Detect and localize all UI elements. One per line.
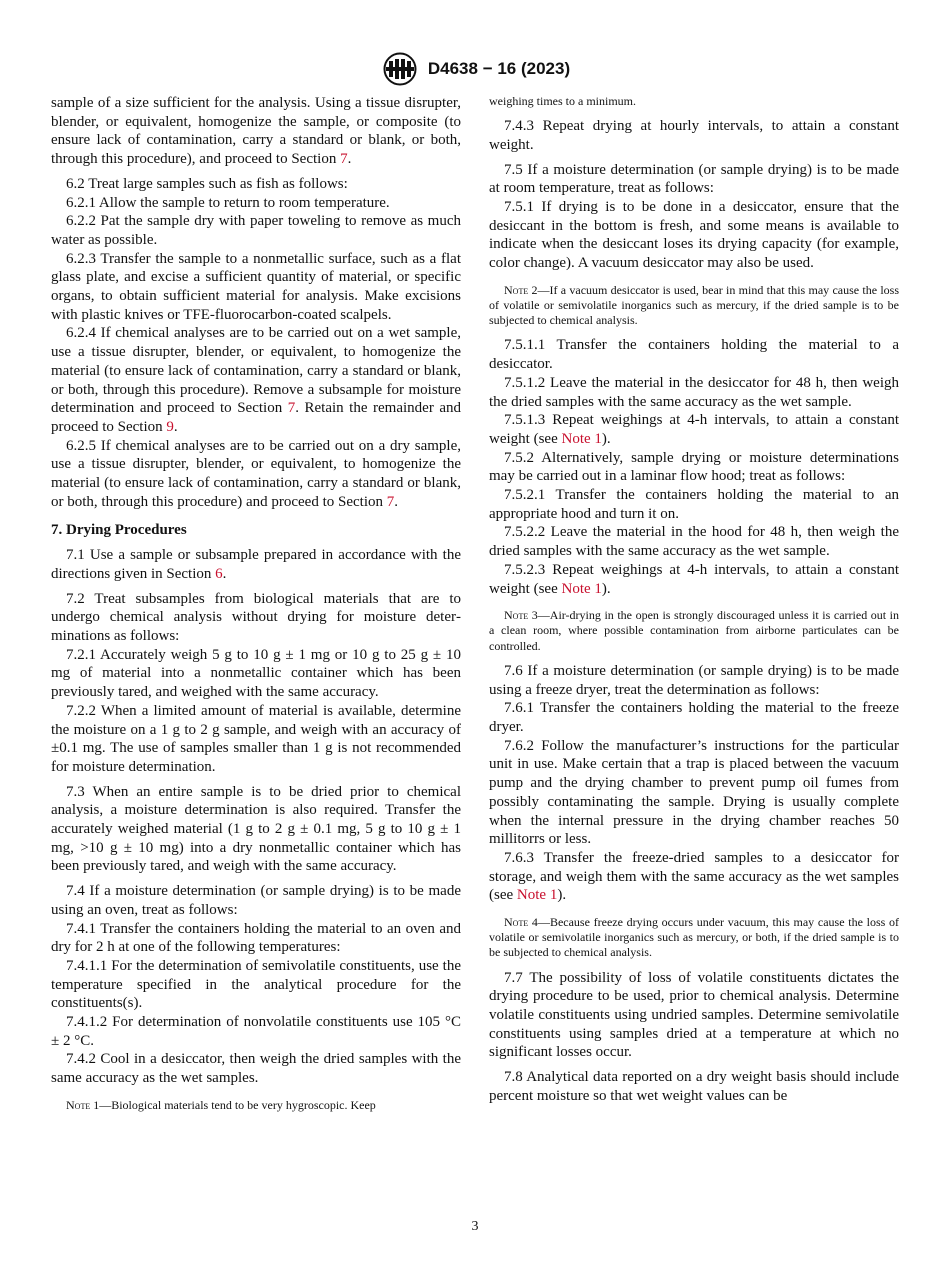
note-2: Note 2—If a vacuum desiccator is used, bear in mind that this may cause the loss of volatile or semivolatile inorganics such as mercury, if the dried sample is to be subjected to chemical analysis. xyxy=(489,282,899,328)
note-1-continued: weighing times to a minimum. xyxy=(489,94,636,108)
paragraph-7-5-2-2: 7.5.2.2 Leave the material in the hood for 48 h, then weigh the dried samples with the same accuracy as the wet sample. xyxy=(489,524,899,560)
paragraph-7-2: 7.2 Treat subsamples from biological materials that are to undergo chemical analysis without drying for moisture determinations as follows: xyxy=(51,590,461,644)
paragraph-7-5-1-2: 7.5.1.2 Leave the material in the desiccator for 48 h, then weigh the dried samples with the same accuracy as the wet sample. xyxy=(489,374,899,410)
paragraph-7-5-2-1: 7.5.2.1 Transfer the containers holding the material to an appropriate hood and turn it on. xyxy=(489,487,899,522)
note-1-label: Note 1 xyxy=(66,1097,100,1112)
section-7-link[interactable]: 7 xyxy=(340,151,348,168)
paragraph-7-1: 7.1 Use a sample or subsample prepared in accordance with the directions given in Section 6. xyxy=(51,547,461,582)
section-7-link[interactable]: 7 xyxy=(287,400,296,417)
paragraph-6-2-4: 6.2.4 If chemical analyses are to be carried out on a wet sample, use a tissue disrupter, blender, or equivalent, to homogenize the material (to ensure lack of contamination, carry a standard or blank, or both, through this procedure). Remove a subsample for moisture determination and proceed to Section 7. Retain the remainder and proceed to Section 9. xyxy=(51,325,462,435)
paragraph-7-5-1-3: 7.5.1.3 Repeat weighings at 4-h intervals, to attain a constant weight (see Note 1). xyxy=(489,412,899,447)
right-column xyxy=(489,94,899,1106)
paragraph-7-5-1: 7.5.1 If drying is to be done in a desiccator, ensure that the desiccant in the bottom is fresh, and some means is available to indicate when the desiccant loses its drying capacity (for example, color change). A vacuum desiccator may also be used. xyxy=(489,199,899,272)
note-1: Note 1—Biological materials tend to be very hygroscopic. Keep xyxy=(66,1097,376,1112)
paragraph-7-4-1-2: 7.4.1.2 For determination of nonvolatile constituents use 105 °C ± 2 °C. xyxy=(51,1014,461,1049)
paragraph-7-2-1: 7.2.1 Accurately weigh 5 g to 10 g ± 1 mg or 10 g to 25 g ± 10 mg of material into a nonmetallic container which has been previously tared, and weighed with the same accuracy. xyxy=(51,646,461,701)
paragraph-6-2: 6.2 Treat large samples such as fish as follows: xyxy=(66,175,348,192)
paragraph-6-2-5: 6.2.5 If chemical analyses are to be carried out on a dry sample, use a tissue disrupter, blender, or equivalent, to homogenize the material (to ensure lack of contamination, carry a standard or blank, or both, through this procedure) and proceed to Section 7. xyxy=(51,437,461,510)
page-header xyxy=(0,52,950,86)
note-4-label: Note 4 xyxy=(504,915,538,930)
note-4: Note 4—Because freeze drying occurs under vacuum, this may cause the loss of volatile or semivolatile inorganics such as mercury, or both, if the dried sample is to be subjected to chemical analysis. xyxy=(489,915,899,960)
paragraph-7-8: 7.8 Analytical data reported on a dry weight basis should include percent moisture so that wet weight values can be xyxy=(489,1069,899,1104)
note-3: Note 3—Air-drying in the open is strongly discouraged unless it is carried out in a clean room, where possible contamination from airborne particulates can be controlled. xyxy=(489,608,899,653)
paragraph-7-5-1-1: 7.5.1.1 Transfer the containers holding the material to a desiccator. xyxy=(489,337,899,373)
paragraph-continued: sample of a size sufficient for the analysis. Using a tissue disrupter, blender, or equivalent, homogenize the sample, or composite (to ensure lack of contamination, carry a standard or blank, or both, through this procedure), and proceed to Section 7. xyxy=(51,95,461,168)
section-7-heading: 7. Drying Procedures xyxy=(51,522,187,539)
paragraph-7-4-3: 7.4.3 Repeat drying at hourly intervals, to attain a constant weight. xyxy=(489,118,899,153)
paragraph-6-2-2: 6.2.2 Pat the sample dry with paper toweling to remove as much water as possible. xyxy=(51,213,461,248)
paragraph-7-5: 7.5 If a moisture determination (or sample drying) is to be made at room temperature, treat as follows: xyxy=(489,161,899,197)
paragraph-7-5-2-3: 7.5.2.3 Repeat weighings at 4-h intervals, to attain a constant weight (see Note 1). xyxy=(489,561,899,597)
paragraph-6-2-1: 6.2.1 Allow the sample to return to room temperature. xyxy=(66,194,390,211)
paragraph-7-4-2: 7.4.2 Cool in a desiccator, then weigh the dried samples with the same accuracy as the wet samples. xyxy=(51,1051,461,1087)
note-1-link[interactable]: Note 1 xyxy=(561,580,602,597)
paragraph-7-4: 7.4 If a moisture determination (or sample drying) is to be made using an oven, treat as follows: xyxy=(51,883,461,918)
paragraph-7-6-1: 7.6.1 Transfer the containers holding the material to the freeze dryer. xyxy=(489,700,899,735)
left-column xyxy=(51,94,461,1121)
paragraph-7-2-2: 7.2.2 When a limited amount of material is available, determine the moisture on a 1 g to 2 g sample, and weigh with an accuracy of ±0.1 mg. The use of samples smaller than 1 g is not recommended for moisture determination. xyxy=(51,702,461,775)
paragraph-7-6: 7.6 If a moisture determination (or sample drying) is to be made using a freeze dryer, treat the determination as follows: xyxy=(489,662,899,698)
note-1-link[interactable]: Note 1 xyxy=(516,887,558,904)
astm-logo-icon xyxy=(380,52,420,86)
paragraph-7-6-2: 7.6.2 Follow the manufacturer’s instructions for the particular unit in use. Make certain that a trap is placed between the vacuum pump and the drying chamber to prevent pump oil fumes from possibly contaminating the sample. Drying is usually complete when the internal pressure in the drying chamber reaches 50 millitorrs or less. xyxy=(489,737,899,848)
document-designation: D4638 − 16 (2023) xyxy=(427,59,571,78)
section-7-link[interactable]: 7 xyxy=(386,493,395,510)
page-number: 3 xyxy=(471,1219,479,1234)
paragraph-7-6-3: 7.6.3 Transfer the freeze-dried samples to a desiccator for storage, and weigh them with the same accuracy as the wet samples (see Note 1). xyxy=(489,849,899,904)
note-3-label: Note 3 xyxy=(504,608,538,623)
section-9-link[interactable]: 9 xyxy=(166,418,174,435)
note-1-link[interactable]: Note 1 xyxy=(561,430,602,447)
paragraph-7-3: 7.3 When an entire sample is to be dried prior to chemical analysis, a moisture determination is also required. Transfer the accurately weighed material (1 g to 2 g ± 0.1 mg, 5 g to 10 g ± 1 mg, >10 g ± 10 mg) into a dry nonmetallic container which has been previously tared, and weigh with the same accuracy. xyxy=(51,783,461,875)
section-6-link[interactable]: 6 xyxy=(215,565,223,582)
paragraph-6-2-3: 6.2.3 Transfer the sample to a nonmetallic surface, such as a flat glass plate, and excise a sufficient quantity of material, or specific organs, to obtain sufficient material for analysis. Make excisions with plastic knives or TFE-fluorocarbon-coated scalpels. xyxy=(51,250,461,323)
paragraph-7-4-1-1: 7.4.1.1 For the determination of semivolatile constituents, use the temperature specified in the analytical procedure for the constituents(s). xyxy=(51,957,461,1012)
paragraph-7-5-2: 7.5.2 Alternatively, sample drying or moisture determinations may be carried out in a laminar flow hood; treat as follows: xyxy=(489,449,899,485)
paragraph-7-4-1: 7.4.1 Transfer the containers holding the material to an oven and dry for 2 h at one of the following temperatures: xyxy=(51,920,461,956)
paragraph-7-7: 7.7 The possibility of loss of volatile constituents dictates the drying procedure to be used, prior to chemical analysis. Determine volatile constituents using undried samples. Determine semivolatile constituents using samples dried at a temperature at which no significant losses occur. xyxy=(489,969,899,1061)
note-2-label: Note 2 xyxy=(504,282,538,297)
